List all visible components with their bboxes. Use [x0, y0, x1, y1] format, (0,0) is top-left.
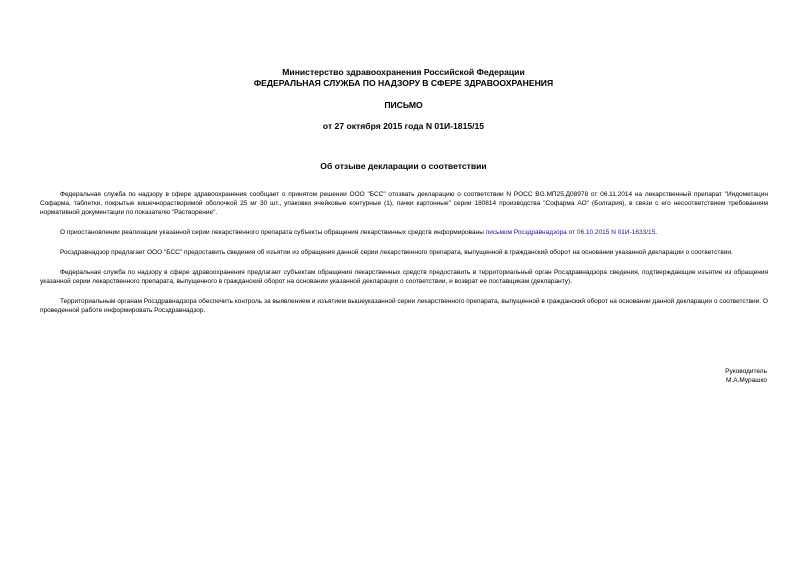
- letter-body: [40, 190, 768, 315]
- service-name: ФЕДЕРАЛЬНАЯ СЛУЖБА ПО НАДЗОРУ В СФЕРЕ ЗДРАВООХРАНЕНИЯ: [253, 78, 554, 88]
- paragraph-2: [40, 228, 768, 237]
- paragraph-4: Федеральная служба по надзору в сфере здравоохранения предлагает субъектам обращения лекарственных средств предоставить в территориальный орган Росздравнадзора сведения, подтверждающие изъятие из обращения указанной серии лекарственного препарата, выпущенного в гражданский оборот на основании указанной декларации о соответствии, и возврат ее поставщикам (декларанту).: [40, 269, 768, 285]
- paragraph-2-end: .: [655, 229, 658, 236]
- paragraph-5: Территориальным органам Росздравнадзора обеспечить контроль за выявлением и изъятием вышеуказанной серии лекарственного препарата, выпущенной в гражданский оборот на основании данной декларации о соответствии. О проведенной работе информировать Росздравнадзор.: [40, 298, 768, 314]
- signatory-position: Руководитель: [725, 368, 767, 375]
- letter-type: ПИСЬМО: [384, 100, 423, 110]
- ministry-name: Министерство здравоохранения Российской Федерации: [282, 67, 525, 77]
- signature-block: [725, 367, 767, 385]
- letter-date-number: от 27 октября 2015 года N 01И-1815/15: [322, 121, 485, 131]
- paragraph-2-text: О приостановлении реализации указанной серии лекарственного препарата субъекты обращения лекарственных средств информированы: [60, 229, 486, 236]
- paragraph-3: Росздравнадзор предлагает ООО "БСС" предоставить сведения об изъятии из обращения данной серии лекарственного препарата, выпущенной в гражданский оборот на основании указанной декларации о соответствии.: [60, 249, 733, 256]
- referenced-letter-link[interactable]: письмом Росздравнадзора от 06.10.2015 N 01И-1633/15: [485, 229, 656, 236]
- paragraph-1: Федеральная служба по надзору в сфере здравоохранения сообщает о принятом решении ООО "БСС" отозвать декларацию о соответствии N РОСС BG.МП25.Д08978 от 06.11.2014 на лекарственный препарат "Индометацин Софарма, таблетки, покрытые кишечнорастворимой оболочкой 25 мг 30 шт., упаковки ячейковые контурные (1), пачки картонные" серии 180814 производства "Софарма АО" (Болгария), в связи с его несоответствием требованиям нормативной документации по показателю "Растворение".: [40, 191, 768, 216]
- letter-subject: Об отзыве декларации о соответствии: [320, 161, 487, 171]
- document-header: [0, 67, 807, 89]
- signatory-name: М.А.Мурашко: [725, 377, 767, 384]
